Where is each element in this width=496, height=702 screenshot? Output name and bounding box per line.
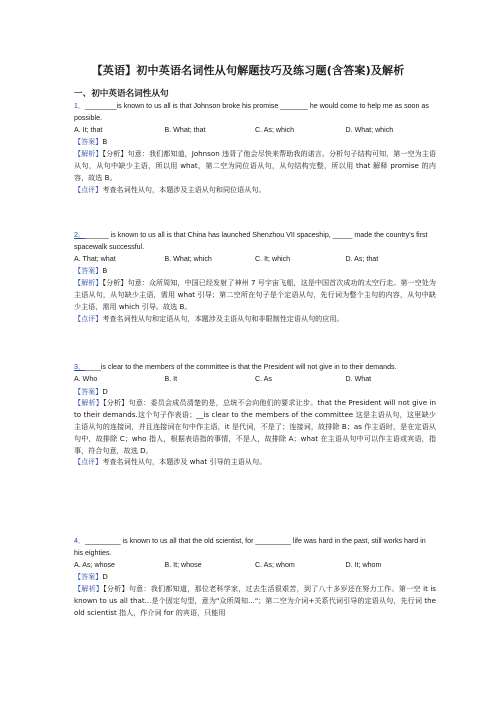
- question-number: 3．: [74, 363, 86, 371]
- question-text: ______ is known to us all is that China has launched Shenzhou VII spaceship, _____ made the country's first spacewalk successful.: [74, 231, 428, 251]
- question-number: 4．: [74, 537, 86, 545]
- option-b: B. It; whose: [164, 560, 202, 569]
- option-b: B. What; that: [164, 125, 206, 134]
- answer-tag: 【答案】: [74, 572, 103, 582]
- analysis-text: 【分析】句意：众所周知，中国已经发射了神州 7 号宇宙飞船，这是中国首次成功的太空行走。第一空处为主语从句，从句缺少主语，需用 what 引导；第二空所在句子是个定语从句，先行词为整个主句的内容，从句中缺少主语，需用 which 引导。故选 B。: [74, 278, 436, 311]
- answer-value: B: [102, 266, 108, 276]
- option-c: C. It; which: [255, 254, 291, 263]
- option-b: B. What; which: [164, 254, 212, 263]
- question-2: [74, 230, 436, 324]
- question-3: [74, 362, 436, 468]
- answer-tag: 【答案】: [74, 266, 103, 276]
- comment-text: 考查名词性从句和定语从句，本题涉及主语从句和非限制性定语从句的应用。: [102, 313, 344, 323]
- comment-tag: 【点评】: [74, 184, 103, 194]
- answer-value: B: [102, 137, 108, 147]
- comment-text: 考查名词性从句，本题涉及 what 引导的主语从句。: [102, 457, 267, 467]
- answer-tag: 【答案】: [74, 137, 103, 147]
- answer-tag: 【答案】: [74, 386, 103, 396]
- analysis-text: 【分析】句意：我们都知道，那位老科学家，过去生活很艰苦，到了八十多岁还在努力工作。第一空 it is known to us all that...是个固定句型，意为"众所周知..."；第二空为介词+关系代词引导的定语从句，先行词 the old scientist 指人，作介词 for 的宾语，只能用: [74, 584, 436, 617]
- options-row: [74, 254, 436, 266]
- document-title: 【英语】初中英语名词性从句解题技巧及练习题(含答案)及解析: [91, 64, 405, 77]
- comment-text: 考查名词性从句，本题涉及主语从句和同位语从句。: [102, 184, 266, 194]
- comment-line: [74, 184, 436, 196]
- question-1: [74, 101, 436, 195]
- option-c: C. As; whom: [255, 560, 295, 569]
- option-d: D. What; which: [345, 125, 394, 134]
- answer-value: D: [102, 572, 108, 582]
- analysis-paragraph: [74, 397, 436, 456]
- analysis-tag: 【解析】: [74, 398, 104, 408]
- comment-tag: 【点评】: [74, 457, 103, 467]
- analysis-text: 【分析】句意：委员会成员清楚的是，总统不会向他们的要求让步。that the President will not give in to their demands.这个句子作表语；__is clear to the members of the committee 这是主语从句，这里缺少主语从句的连接词，并且连接词在句中作主语，it 是代词，不是了；连接词，故排除 B；as 作主语时，是在定语从句中，故排除 C；who 指人，根据表语指的事情，不是人，故排除 A；what 在主语从句中可以作主语或宾语，指事，符合句意，故选 D。: [74, 398, 436, 455]
- question-number: 1．: [74, 102, 86, 110]
- analysis-tag: 【解析】: [74, 278, 103, 288]
- option-b: B. It: [164, 374, 178, 383]
- options-row: [74, 560, 436, 572]
- options-row: [74, 374, 436, 386]
- section-heading: 一、初中英语名词性从句: [74, 89, 169, 99]
- answer-line: [74, 136, 436, 148]
- question-text: ________is known to us all is that Johnson broke his promise _______ he would come to help me as soon as possible.: [74, 102, 429, 122]
- option-c: C. As; which: [255, 125, 295, 134]
- analysis-tag: 【解析】: [74, 584, 104, 594]
- option-a: A. Who: [74, 374, 98, 383]
- option-a: A. It; that: [74, 125, 103, 134]
- question-4: [74, 536, 436, 619]
- comment-tag: 【点评】: [74, 313, 103, 323]
- comment-line: [74, 456, 436, 468]
- options-row: [74, 125, 436, 137]
- analysis-text: 【分析】句意：我们都知道，Johnson 违背了他会尽快来帮助我的诺言。分析句子结构可知，第一空为主语从句，从句中缺少主语，所以用 what，第二空为同位语从句，从句结构完整，所以用 that 解释 promise 的内容，故选 B。: [74, 149, 436, 182]
- option-a: A. As; whose: [74, 560, 116, 569]
- analysis-paragraph: [74, 583, 436, 618]
- analysis-paragraph: [74, 148, 436, 183]
- answer-line: [74, 571, 436, 583]
- option-d: D. As; that: [345, 254, 379, 263]
- question-text: _________ is known to us all that the old scientist, for _________ life was hard in the past, still works hard in his eighties.: [74, 537, 426, 557]
- answer-line: [74, 265, 436, 277]
- answer-line: [74, 386, 436, 398]
- option-d: D. It; whom: [345, 560, 382, 569]
- analysis-tag: 【解析】: [74, 149, 103, 159]
- answer-value: D: [102, 386, 108, 396]
- question-text: ____is clear to the members of the committee is that the President will not give in to their demands.: [85, 363, 397, 371]
- question-number: 2．: [74, 231, 86, 239]
- option-a: A. That; what: [74, 254, 116, 263]
- option-d: D. What: [345, 374, 372, 383]
- analysis-paragraph: [74, 277, 436, 312]
- option-c: C. As: [255, 374, 272, 383]
- comment-line: [74, 313, 436, 325]
